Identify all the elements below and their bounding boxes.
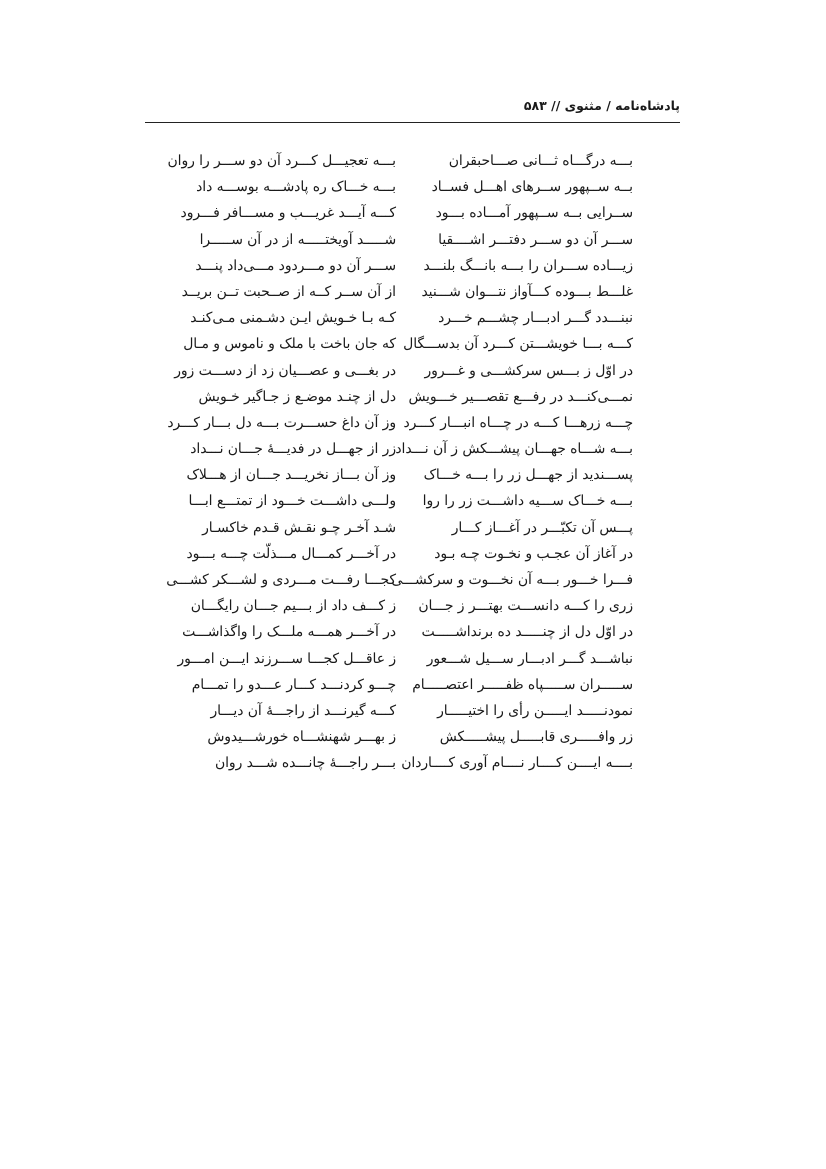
hemistich: وز آن داغ حســـرت بـــه دل بـــار کـــرد bbox=[167, 414, 396, 431]
hemistich: چـــه زرهـــا کـــه در چـــاه انبـــار کـــرد bbox=[403, 414, 633, 431]
hemistich: بـــه خـــاک ســـیه داشـــت زر را روا bbox=[422, 493, 633, 510]
hemistich: ز کـــف داد از بـــیم جـــان رایگـــان bbox=[190, 598, 396, 615]
hemistich: کجـــا رفـــت مـــردی و لشـــکر کشـــی bbox=[166, 572, 396, 588]
hemistich: در آغاز آن عجـب و نخـوت چـه بـود bbox=[434, 545, 633, 562]
hemistich: چـــو کردنـــد کـــار عـــدو را تمـــام bbox=[191, 676, 396, 693]
hemistich: کـــه بـــا خویشـــتن کـــرد آن بدســـگال bbox=[403, 336, 633, 353]
hemistich: نبنـــدد گـــر ادبـــار چشـــم خـــرد bbox=[438, 310, 633, 327]
hemistich: بــه ســپهور ســرهای اهـــل فســاد bbox=[431, 179, 633, 196]
hemistich: زر وافـــــری قابـــــل پیشـــــکش bbox=[439, 729, 633, 746]
hemistich: کـــه آیـــد غریـــب و مســـافر فـــرود bbox=[180, 205, 396, 222]
hemistich: از آن ســر کــه از صــحبت تــن بریــد bbox=[181, 283, 396, 300]
hemistich: بــــه ایــــن کــــار نــــام آوری کــــاردان bbox=[401, 755, 633, 772]
hemistich: ســـر آن دو مـــردود مـــی‌داد پنـــد bbox=[195, 257, 396, 274]
hemistich: ســـر آن دو ســـر دفتـــر اشــــقیا bbox=[438, 231, 633, 248]
hemistich: پســـندید از جهـــل زر را بـــه خـــاک bbox=[423, 467, 633, 484]
hemistich: که جان باخت با ملک و ناموس و مـال bbox=[183, 336, 396, 353]
hemistich: بـــه شـــاه جهـــان پیشـــکش ز آن نـــداد bbox=[395, 441, 633, 458]
hemistich: دل از چنـد موضـع ز جـاگیر خـویش bbox=[198, 388, 396, 405]
hemistich: در اوّل دل از چنـــــد ده برنداشـــــت bbox=[421, 624, 633, 641]
hemistich: زری را کـــه دانســـت بهتـــر ز جـــان bbox=[418, 598, 633, 615]
running-head: پادشاه‌نامه / مثنوی // ۵۸۳ bbox=[523, 98, 680, 113]
hemistich: فـــرا خـــور بـــه آن نخـــوت و سرکشـــی bbox=[391, 572, 633, 588]
verse-column-left bbox=[166, 148, 396, 777]
hemistich: وز آن بـــاز نخریـــد جـــان از هـــلاک bbox=[186, 467, 396, 484]
hemistich: نمودنـــــد ایـــــن رأی را اختیـــــار bbox=[437, 702, 633, 719]
hemistich: زر از جهـــل در فدیـــهٔ جـــان نـــداد bbox=[190, 441, 396, 458]
hemistich: بـــه خـــاک ره پادشـــه بوســـه داد bbox=[196, 179, 396, 196]
hemistich: کـــه گیرنـــد از راجـــهٔ آن دیـــار bbox=[210, 702, 396, 719]
hemistich: زیـــاده ســـران را بـــه بانـــگ بلنـــد bbox=[423, 257, 633, 274]
hemistich: ز بهـــر شهنشـــاه خورشـــیدوش bbox=[207, 729, 396, 746]
hemistich: بـــه تعجیـــل کـــرد آن دو ســـر را روان bbox=[167, 153, 396, 169]
hemistich: ســرایی بــه ســپهور آمـــاده بـــود bbox=[435, 205, 633, 222]
verse-column-right bbox=[391, 148, 633, 777]
hemistich: شـد آخـر چـو نقـش قـدم خاکسـار bbox=[202, 519, 396, 536]
hemistich: ولـــی داشـــت خـــود از تمتـــع ابـــا bbox=[188, 493, 396, 510]
hemistich: بـــر راجـــهٔ چانـــده شـــد روان bbox=[214, 755, 396, 772]
hemistich: در آخـــر همـــه ملـــک را واگذاشـــت bbox=[182, 624, 396, 641]
hemistich: شـــــد آویختـــــه از در آن ســـــرا bbox=[199, 231, 396, 248]
hemistich: بـــه درگـــاه ثـــانی صـــاحبقران bbox=[448, 153, 633, 169]
hemistich: در بغـــی و عصـــیان زد از دســـت زور bbox=[174, 362, 396, 379]
hemistich: در اوّل ز بـــس سرکشـــی و غـــرور bbox=[424, 362, 633, 379]
hemistich: ز عاقـــل کجـــا ســـرزند ایـــن امـــور bbox=[177, 650, 396, 667]
hemistich: غلـــط بـــوده کـــآواز نتـــوان شـــنید bbox=[421, 283, 633, 300]
hemistich: در آخـــر کمـــال مـــذلّت چـــه بـــود bbox=[186, 545, 396, 562]
hemistich: کـه بـا خـویش ایـن دشـمنی مـی‌کنـد bbox=[190, 310, 396, 327]
hemistich: نباشـــد گـــر ادبـــار ســـیل شـــعور bbox=[426, 650, 633, 667]
page-header bbox=[145, 98, 680, 123]
hemistich: پـــس آن تکبّـــر در آغـــاز کـــار bbox=[451, 519, 633, 536]
hemistich: ســـــران ســـــپاه ظفـــــر اعتصـــــام bbox=[412, 676, 633, 693]
hemistich: نمـــی‌کنـــد در رفـــع تقصـــیر خـــویش bbox=[408, 388, 633, 405]
